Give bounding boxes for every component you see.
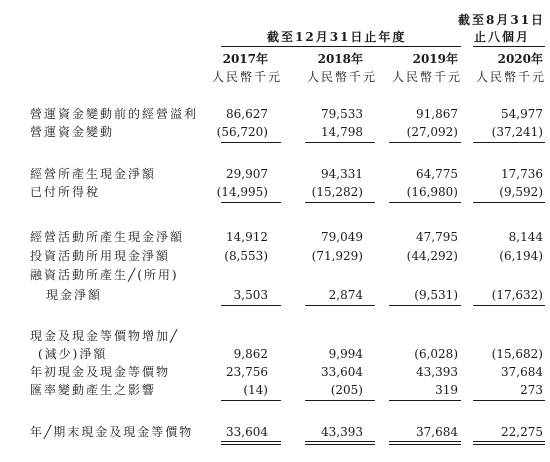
row-value-2020: 8,144 [508,230,543,244]
row-label: 融資活動所產生╱(所用) [30,268,179,282]
row-label: 經營活動所產生現金淨額 [30,230,185,244]
subtotal-rule [389,400,461,401]
year-2018: 2018年 [317,52,363,66]
row-value-2018: 14,798 [321,125,363,139]
subtotal-rule [221,305,281,306]
subtotal-rule [389,202,461,203]
subtotal-rule [389,142,461,143]
row-label: 年初現金及現金等價物 [30,365,171,379]
header-rule-year [221,46,461,47]
row-value-2017: 86,627 [226,107,268,121]
subtotal-rule [221,142,281,143]
row-value-2019: 91,867 [416,107,458,121]
unit-2018: 人民幣千元 [306,70,377,84]
subtotal-rule [305,142,375,143]
subtotal-rule [221,202,281,203]
row-value-2019: (16,980) [406,185,458,199]
row-value-2018: 2,874 [328,288,363,302]
row-value-2020: (37,241) [491,125,543,139]
row-value-2020: 37,684 [501,365,543,379]
row-label: 已付所得稅 [30,185,101,199]
year-2017: 2017年 [222,52,268,66]
row-value-2018: (15,282) [311,185,363,199]
period-header-year-ended: 截至12月31日止年度 [267,30,407,44]
row-value-2019: 47,795 [416,230,458,244]
period-header-eight-months-line1: 截至8月31日 [458,13,546,27]
row-value-2019: (6,028) [414,347,458,361]
row-label: (減少)淨額 [38,347,108,361]
row-value-2017: 9,862 [233,347,268,361]
row-value-2019: 43,393 [416,365,458,379]
total-rule-double-top [389,441,461,442]
total-rule-double-top [305,441,375,442]
row-value-2019: (44,292) [406,249,458,263]
row-value-2019: (9,531) [414,288,458,302]
row-label-total: 年╱期末現金及現金等價物 [30,425,194,439]
row-value-2018: 79,049 [321,230,363,244]
row-value-2017: 3,503 [233,288,268,302]
header-rule-period [473,46,545,47]
row-value-2020: 17,736 [501,167,543,181]
total-rule-double-bottom [473,444,545,445]
period-header-eight-months-line2: 止八個月 [474,30,531,44]
row-value-2017: 23,756 [226,365,268,379]
row-value-2020: (15,682) [491,347,543,361]
total-rule-double-bottom [305,444,375,445]
row-value-2019: 64,775 [416,167,458,181]
row-value-2020: (17,632) [491,288,543,302]
subtotal-rule [305,305,375,306]
row-value-2019: (27,092) [406,125,458,139]
subtotal-rule [221,400,281,401]
unit-2017: 人民幣千元 [211,70,282,84]
subtotal-rule [473,400,545,401]
row-label: 現金淨額 [46,288,103,302]
row-value-2019: 37,684 [416,425,458,439]
row-label: 營運資金變動 [30,125,115,139]
row-value-2017: 14,912 [226,230,268,244]
row-value-2017: 33,604 [226,425,268,439]
row-value-2018: (205) [330,383,363,397]
row-value-2020: (6,194) [499,249,543,263]
row-value-2018: 9,994 [328,347,363,361]
row-value-2019: 319 [435,383,458,397]
unit-2019: 人民幣千元 [391,70,462,84]
row-label: 現金及現金等價物增加╱ [30,329,180,343]
year-2020: 2020年 [497,52,543,66]
row-label: 經營所產生現金淨額 [30,167,157,181]
row-value-2017: 29,907 [226,167,268,181]
subtotal-rule [389,305,461,306]
subtotal-rule [473,142,545,143]
row-value-2018: 94,331 [321,167,363,181]
subtotal-rule [473,305,545,306]
row-value-2017: (8,553) [224,249,268,263]
total-rule-double-bottom [221,444,281,445]
row-value-2018: 43,393 [321,425,363,439]
total-rule-double-top [473,441,545,442]
row-value-2020: 54,977 [501,107,543,121]
row-value-2018: 33,604 [321,365,363,379]
row-value-2017: (14) [243,383,268,397]
total-rule-double-top [221,441,281,442]
row-label: 營運資金變動前的經營溢利 [30,107,199,121]
subtotal-rule [305,400,375,401]
unit-2020: 人民幣千元 [475,70,546,84]
row-label: 投資活動所用現金淨額 [30,249,171,263]
row-value-2018: (71,929) [311,249,363,263]
year-2019: 2019年 [412,52,458,66]
row-value-2018: 79,533 [321,107,363,121]
subtotal-rule [305,202,375,203]
row-value-2020: 22,275 [501,425,543,439]
total-rule-double-bottom [389,444,461,445]
row-value-2017: (56,720) [216,125,268,139]
row-value-2020: 273 [520,383,543,397]
row-value-2020: (9,592) [499,185,543,199]
row-label: 匯率變動產生之影響 [30,383,157,397]
subtotal-rule [473,202,545,203]
row-value-2017: (14,995) [216,185,268,199]
